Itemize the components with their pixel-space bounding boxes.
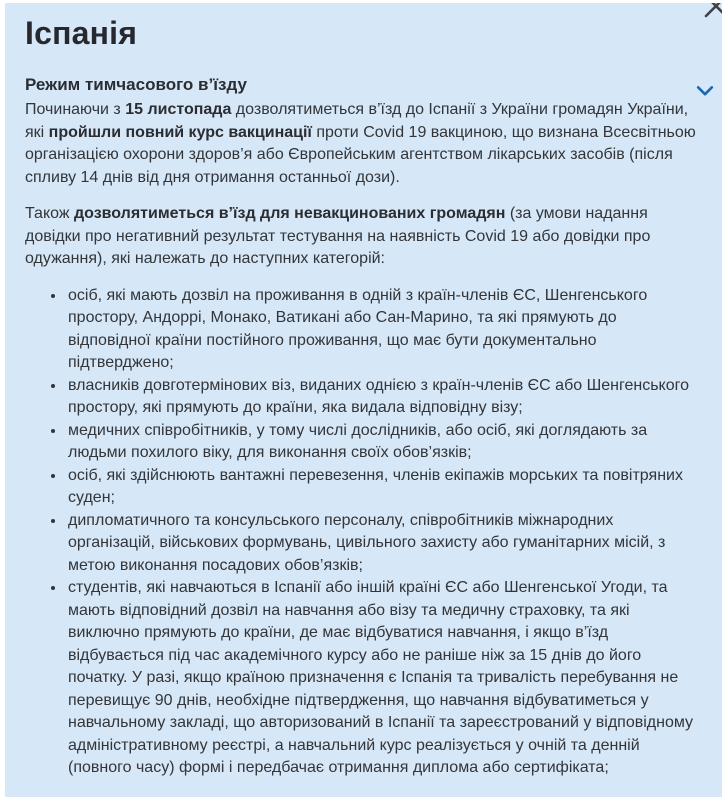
paragraph: Також дозволятиметься в’їзд для невакцинованих громадян (за умови надання довідки про негативний результат тестування на наявність Covid 19 або довідки про одужання), які належать до наступних категорій: <box>25 205 651 267</box>
paragraph: Починаючи з 15 листопада дозволятиметься в’їзд до Іспанії з України громадян України, які пройшли повний курс вакцинації проти Covid 19 вакциною, що визнана Всесвітньою організацією охорони здоров’я або Європейським агентством лікарських засобів (після спливу 14 днів від дня отримання останньої дози). <box>25 101 696 186</box>
list-item: • дипломатичного та консульського персоналу, співробітників міжнародних організацій, військових формувань, цивільного захисту або гуманітарних місій, з метою виконання посадових обов’язків; <box>66 510 702 578</box>
country-info-panel <box>5 3 722 797</box>
list-item: • власників довготермінових віз, виданих однією з країн-членів ЄС або Шенгенського простору, які прямують до країни, яка видала відповідну візу; <box>66 375 702 420</box>
close-icon <box>701 3 722 21</box>
accordion-entry-regime <box>25 74 702 780</box>
section-heading: Режим тимчасового в’їзду <box>25 75 247 94</box>
section-body <box>25 99 702 780</box>
list-item: • студентів, які навчаються в Іспанії або іншій країні ЄС або Шенгенської Угоди, та мають відповідний дозвіл на навчання або візу та медичну страховку, та які виключно прямують до країни, де має відбуватися навчання, і якщо в’їзд відбувається під час академічного курсу або не раніше ніж за 15 днів до його початку. У разі, якщо країною призначення є Іспанія та тривалість перебування не перевищує 90 днів, необхідне підтвердження, що навчання відбуватиметься у навчальному закладі, що авторизований в Іспанії та зареєстрований у відповідному адміністративному реєстрі, а навчальний курс реалізується у очній та денній (повного часу) формі і передбачає отримання диплома або сертифіката; <box>66 577 702 780</box>
chevron-down-icon[interactable] <box>694 80 716 102</box>
country-title: Іспанія <box>25 15 138 51</box>
list-item: • осіб, які здійснюють вантажні перевезення, членів екіпажів морських та повітряних суден; <box>66 465 702 510</box>
paragraphs <box>25 99 702 271</box>
close-button[interactable] <box>701 3 722 21</box>
accordion-header[interactable] <box>25 74 702 96</box>
list-item: • осіб, які мають дозвіл на проживання в одній з країн-членів ЄС, Шенгенського простору, Андоррі, Монако, Ватикані або Сан-Марино, та які прямують до відповідної країни постійного проживання, що має бути документально підтверджено; <box>66 285 702 375</box>
list-item: • медичних співробітників, у тому числі дослідників, або осіб, які доглядають за людьми похилого віку, для виконання своїх обов’язків; <box>66 420 702 465</box>
category-list <box>25 285 702 780</box>
